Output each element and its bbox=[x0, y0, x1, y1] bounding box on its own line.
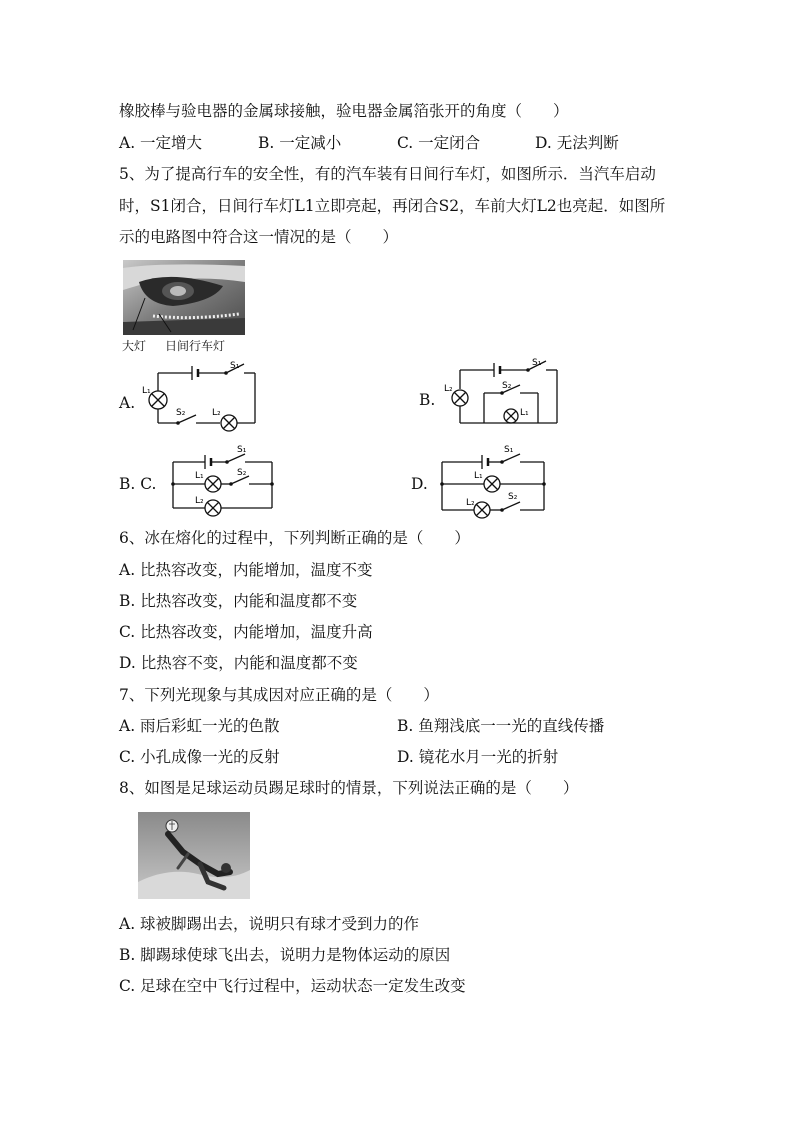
b-s2-label: S₂ bbox=[502, 381, 512, 391]
circuit-d-diagram bbox=[436, 442, 551, 524]
q5-stem-line-1: 5、为了提高行车的安全性，有的汽车装有日间行车灯，如图所示．当汽车启动 bbox=[119, 165, 656, 183]
daytime-light-label: 日间行车灯 bbox=[165, 339, 226, 353]
b-l1-label: L₁ bbox=[520, 408, 529, 418]
q7-stem: 7、下列光现象与其成因对应正确的是（ ） bbox=[119, 686, 439, 704]
q4-option-b: B. 一定减小 bbox=[258, 134, 342, 152]
q7-option-c: C. 小孔成像一光的反射 bbox=[119, 748, 280, 766]
a-l2-label: L₂ bbox=[212, 408, 221, 418]
q8-option-c: C. 足球在空中飞行过程中，运动状态一定发生改变 bbox=[119, 977, 466, 995]
circuit-a-label: A. bbox=[119, 394, 136, 412]
a-s1-label: S₁ bbox=[230, 361, 240, 371]
headlight-label: 大灯 bbox=[122, 339, 147, 353]
q4-option-c: C. 一定闭合 bbox=[397, 134, 481, 152]
circuit-c-diagram bbox=[165, 442, 280, 524]
circuit-a-diagram bbox=[140, 358, 265, 433]
a-l1-label: L₁ bbox=[142, 386, 151, 396]
q8-stem: 8、如图是足球运动员踢足球时的情景，下列说法正确的是（ ） bbox=[119, 779, 579, 797]
circuit-b-label: B. bbox=[419, 391, 436, 409]
q8-option-a: A. 球被脚踢出去，说明只有球才受到力的作 bbox=[119, 915, 420, 933]
q6-option-b: B. 比热容改变，内能和温度都不变 bbox=[119, 592, 358, 610]
q7-option-a: A. 雨后彩虹一光的色散 bbox=[119, 717, 280, 735]
q4-option-d: D. 无法判断 bbox=[535, 134, 619, 152]
q6-option-a: A. 比热容改变，内能增加，温度不变 bbox=[119, 561, 373, 579]
circuit-c-label: B. C. bbox=[119, 475, 157, 493]
q7-option-d: D. 镜花水月一光的折射 bbox=[397, 748, 559, 766]
q6-stem: 6、冰在熔化的过程中，下列判断正确的是（ ） bbox=[119, 529, 470, 547]
d-l2-label: L₂ bbox=[466, 498, 475, 508]
b-l2-label: L₂ bbox=[444, 384, 453, 394]
q5-stem-line-2: 时，S1闭合，日间行车灯L1立即亮起，再闭合S2，车前大灯L2也亮起．如图所 bbox=[119, 197, 666, 215]
q6-option-d: D. 比热容不变，内能和温度都不变 bbox=[119, 654, 358, 672]
a-s2-label: S₂ bbox=[176, 408, 186, 418]
b-s1-label: S₁ bbox=[532, 358, 542, 368]
q4-option-a: A. 一定增大 bbox=[119, 134, 203, 152]
c-l1-label: L₁ bbox=[195, 471, 204, 481]
q8-option-b: B. 脚踢球使球飞出去，说明力是物体运动的原因 bbox=[119, 946, 451, 964]
c-l2-label: L₂ bbox=[195, 496, 204, 506]
c-s1-label: S₁ bbox=[237, 445, 247, 455]
circuit-b-diagram bbox=[440, 355, 565, 430]
q4-stem: 橡胶棒与验电器的金属球接触，验电器金属箔张开的角度（ ） bbox=[119, 102, 569, 120]
d-s2-label: S₂ bbox=[508, 492, 518, 502]
soccer-player-photo bbox=[138, 812, 250, 899]
q7-option-b: B. 鱼翔浅底一一光的直线传播 bbox=[397, 717, 605, 735]
d-l1-label: L₁ bbox=[474, 471, 483, 481]
car-headlight-photo bbox=[123, 260, 245, 335]
d-s1-label: S₁ bbox=[504, 445, 514, 455]
c-s2-label: S₂ bbox=[237, 468, 247, 478]
q5-stem-line-3: 示的电路图中符合这一情况的是（ ） bbox=[119, 228, 399, 246]
circuit-d-label: D. bbox=[411, 475, 428, 493]
q6-option-c: C. 比热容改变，内能增加，温度升高 bbox=[119, 623, 373, 641]
